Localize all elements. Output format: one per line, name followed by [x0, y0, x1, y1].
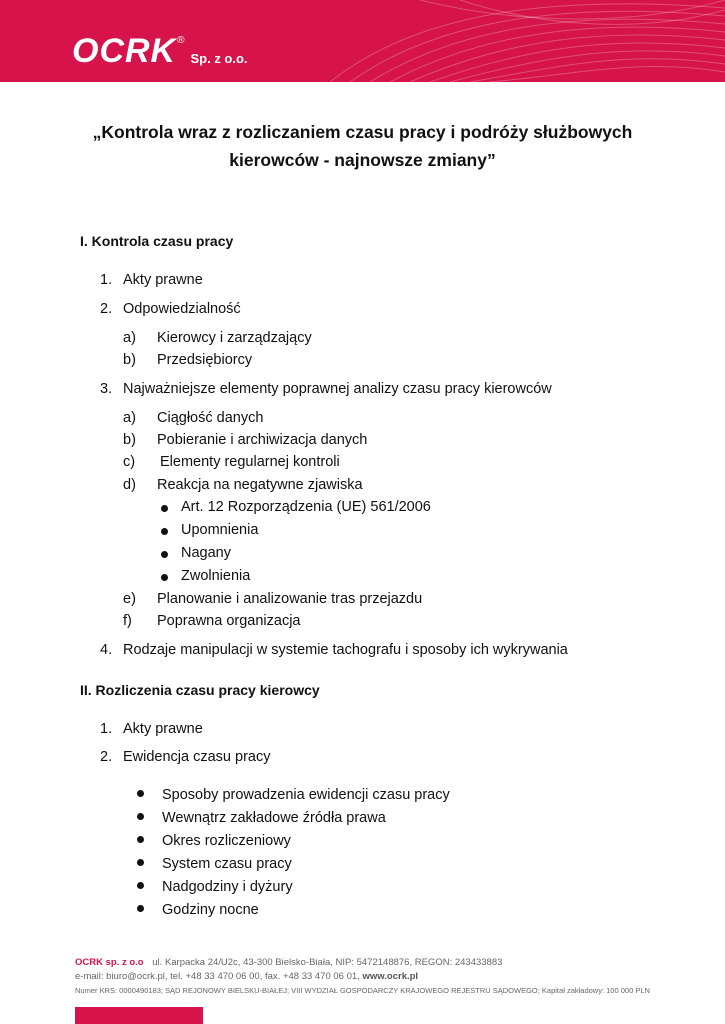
- logo-text: OCRK: [72, 32, 177, 70]
- bullet-icon: [161, 528, 168, 535]
- sub-letter: b): [123, 432, 136, 448]
- bullet-icon: [137, 859, 144, 866]
- sub-letter: a): [123, 330, 136, 346]
- sub-item: Ciągłość danych: [157, 410, 264, 426]
- list-number: 2.: [100, 301, 113, 317]
- bullet-item: Nadgodziny i dyżury: [162, 879, 293, 895]
- sub-item: Pobieranie i archiwizacja danych: [157, 432, 368, 448]
- footer-accent-bar: [75, 1007, 203, 1024]
- list-item: Odpowiedzialność: [123, 301, 241, 317]
- list-item: Akty prawne: [123, 272, 203, 288]
- bullet-icon: [137, 836, 144, 843]
- bullet-item: Godziny nocne: [162, 902, 259, 918]
- footer-contact-text: e-mail: biuro@ocrk.pl, tel. +48 33 470 06 00, fax. +48 33 470 06 01,: [75, 971, 360, 982]
- list-item: Rodzaje manipulacji w systemie tachografu i sposoby ich wykrywania: [123, 642, 568, 658]
- document-title: [70, 118, 655, 174]
- list-number: 3.: [100, 381, 113, 397]
- logo-subtitle: Sp. z o.o.: [190, 51, 248, 66]
- bullet-item: Wewnątrz zakładowe źródła prawa: [162, 810, 386, 826]
- bullet-item: Sposoby prowadzenia ewidencji czasu pracy: [162, 787, 450, 803]
- bullet-item: Nagany: [181, 545, 231, 561]
- footer-address-text: ul. Karpacka 24/U2c, 43-300 Bielsko-Biała, NIP: 5472148876, REGON: 243433883: [152, 957, 503, 968]
- list-number: 1.: [100, 272, 113, 288]
- sub-letter: d): [123, 477, 136, 493]
- bullet-icon: [137, 905, 144, 912]
- footer-address: [75, 957, 502, 968]
- bullet-icon: [161, 574, 168, 581]
- sub-letter: e): [123, 591, 136, 607]
- list-number: 2.: [100, 749, 113, 765]
- bullet-item: Upomnienia: [181, 522, 259, 538]
- company-logo: [72, 34, 248, 68]
- bullet-item: System czasu pracy: [162, 856, 292, 872]
- footer-registry: Numer KRS: 0000490183; SĄD REJONOWY BIELSKU-BIAŁEJ; VIII WYDZIAŁ GOSPODARCZY KRAJOWEGO REJESTRU SĄDOWEGO; Kapitał zakładowy: 100 000 PLN: [75, 986, 650, 995]
- sub-letter: a): [123, 410, 136, 426]
- bullet-item: Zwolnienia: [181, 568, 251, 584]
- bullet-icon: [161, 551, 168, 558]
- sub-item: Poprawna organizacja: [157, 613, 301, 629]
- section-2-heading: II. Rozliczenia czasu pracy kierowcy: [80, 682, 320, 698]
- list-item: Najważniejsze elementy poprawnej analizy czasu pracy kierowców: [123, 381, 552, 397]
- list-item: Akty prawne: [123, 721, 203, 737]
- sub-item: Reakcja na negatywne zjawiska: [157, 477, 363, 493]
- bullet-item: Okres rozliczeniowy: [162, 833, 291, 849]
- footer-contact: [75, 971, 418, 982]
- footer-brand: OCRK sp. z o.o: [75, 957, 144, 968]
- footer-website-link[interactable]: www.ocrk.pl: [362, 971, 419, 982]
- bullet-icon: [161, 505, 168, 512]
- bullet-icon: [137, 813, 144, 820]
- sub-item: Przedsiębiorcy: [157, 352, 253, 368]
- logo-registered-mark: ®: [177, 35, 185, 46]
- sub-letter: b): [123, 352, 136, 368]
- bullet-icon: [137, 882, 144, 889]
- title-line-1: „Kontrola wraz z rozliczaniem czasu pracy i podróży służbowych: [92, 122, 633, 142]
- list-number: 4.: [100, 642, 113, 658]
- sub-letter: f): [123, 613, 132, 629]
- sub-item: Planowanie i analizowanie tras przejazdu: [157, 591, 423, 607]
- bullet-item: Art. 12 Rozporządzenia (UE) 561/2006: [181, 499, 431, 515]
- title-line-2: kierowców - najnowsze zmiany”: [229, 150, 496, 170]
- sub-letter: c): [123, 454, 136, 470]
- bullet-icon: [137, 790, 144, 797]
- list-number: 1.: [100, 721, 113, 737]
- sub-item: Elementy regularnej kontroli: [160, 454, 340, 470]
- list-item: Ewidencja czasu pracy: [123, 749, 271, 765]
- sub-item: Kierowcy i zarządzający: [157, 330, 312, 346]
- page-header: [0, 0, 725, 82]
- section-1-heading: I. Kontrola czasu pracy: [80, 233, 234, 249]
